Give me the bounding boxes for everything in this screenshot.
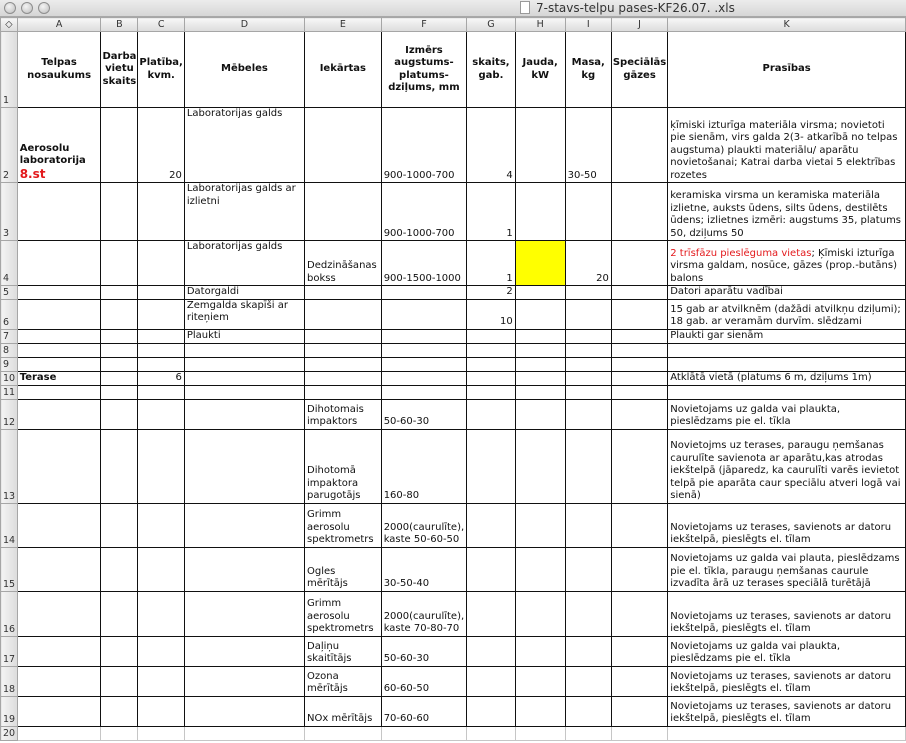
- cell-j2[interactable]: [611, 108, 667, 183]
- cell-h5[interactable]: [515, 286, 565, 300]
- column-header-i[interactable]: I: [565, 18, 611, 32]
- cell-e15[interactable]: Ogles mērītājs: [305, 547, 382, 591]
- cell-b9[interactable]: [101, 357, 138, 371]
- table-row: [1, 666, 906, 696]
- cell-b8[interactable]: [101, 343, 138, 357]
- cell-a14[interactable]: [17, 503, 101, 547]
- row-header[interactable]: 19: [1, 696, 18, 726]
- spreadsheet-grid[interactable]: [0, 17, 906, 741]
- cell-g12[interactable]: [467, 399, 516, 429]
- cell-f8[interactable]: [381, 343, 466, 357]
- zoom-window-button[interactable]: [38, 2, 50, 14]
- cell-a9[interactable]: [17, 357, 101, 371]
- cell-d20[interactable]: [184, 726, 304, 740]
- cell-k17[interactable]: Novietojams uz galda vai plaukta, pieslēdzams pie el. tīkla: [668, 636, 906, 666]
- table-row: [1, 591, 906, 636]
- cell-h15[interactable]: [515, 547, 565, 591]
- cell-g11[interactable]: [467, 385, 516, 399]
- cell-h2[interactable]: [515, 108, 565, 183]
- cell-h6[interactable]: [515, 299, 565, 329]
- cell-b2[interactable]: [101, 108, 138, 183]
- cell-c8[interactable]: [138, 343, 184, 357]
- cell-i18[interactable]: [565, 666, 611, 696]
- cell-c15[interactable]: [138, 547, 184, 591]
- cell-g14[interactable]: [467, 503, 516, 547]
- cell-c2[interactable]: 20: [138, 108, 184, 183]
- cell-k4[interactable]: [668, 241, 906, 286]
- power-requirement: 2 trīsfāzu pieslēguma vietas: [670, 247, 812, 259]
- cell-b5[interactable]: [101, 286, 138, 300]
- close-window-button[interactable]: [4, 2, 16, 14]
- cell-d3[interactable]: Laboratorijas galds ar izlietni: [184, 183, 304, 241]
- cell-b4[interactable]: [101, 241, 138, 286]
- cell-i19[interactable]: [565, 696, 611, 726]
- requirement-text: ; Ķīmiski izturīga virsma galdam, nosūce, gāzes (prop.-butāns) balons: [670, 247, 897, 284]
- cell-a11[interactable]: [17, 385, 101, 399]
- cell-d4[interactable]: Laboratorijas galds: [184, 241, 304, 286]
- row-header[interactable]: 17: [1, 636, 18, 666]
- cell-g1[interactable]: skaits, gab.: [467, 32, 516, 108]
- cell-j6[interactable]: [611, 299, 667, 329]
- cell-d19[interactable]: [184, 696, 304, 726]
- cell-e4[interactable]: Dedzināšanas bokss: [305, 241, 382, 286]
- row-header[interactable]: 4: [1, 241, 18, 286]
- cell-c16[interactable]: [138, 591, 184, 636]
- row-header[interactable]: 11: [1, 385, 18, 399]
- cell-a5[interactable]: [17, 286, 101, 300]
- cell-c3[interactable]: [138, 183, 184, 241]
- cell-a15[interactable]: [17, 547, 101, 591]
- cell-j20[interactable]: [611, 726, 667, 740]
- cell-a13[interactable]: [17, 429, 101, 503]
- cell-a10[interactable]: Terase: [17, 371, 101, 385]
- cell-d14[interactable]: [184, 503, 304, 547]
- cell-b12[interactable]: [101, 399, 138, 429]
- cell-k18[interactable]: Novietojams uz terases, savienots ar datoru iekštelpā, pieslēgts el. tīlam: [668, 666, 906, 696]
- cell-j4[interactable]: [611, 241, 667, 286]
- cell-c20[interactable]: [138, 726, 184, 740]
- cell-e8[interactable]: [305, 343, 382, 357]
- cell-j17[interactable]: [611, 636, 667, 666]
- title-bar: [0, 0, 906, 17]
- cell-c14[interactable]: [138, 503, 184, 547]
- cell-h18[interactable]: [515, 666, 565, 696]
- cell-d5[interactable]: Datorgaldi: [184, 286, 304, 300]
- cell-b3[interactable]: [101, 183, 138, 241]
- cell-k12[interactable]: Novietojams uz galda vai plaukta, pieslēdzams pie el. tīkla: [668, 399, 906, 429]
- cell-b7[interactable]: [101, 329, 138, 343]
- cell-h17[interactable]: [515, 636, 565, 666]
- cell-b18[interactable]: [101, 666, 138, 696]
- cell-a18[interactable]: [17, 666, 101, 696]
- cell-e19[interactable]: NOx mērītājs: [305, 696, 382, 726]
- cell-i16[interactable]: [565, 591, 611, 636]
- cell-e18[interactable]: Ozona mērītājs: [305, 666, 382, 696]
- table-row: [1, 299, 906, 329]
- cell-b15[interactable]: [101, 547, 138, 591]
- cell-c11[interactable]: [138, 385, 184, 399]
- row-header[interactable]: 13: [1, 429, 18, 503]
- cell-e11[interactable]: [305, 385, 382, 399]
- cell-j10[interactable]: [611, 371, 667, 385]
- cell-h10[interactable]: [515, 371, 565, 385]
- document-icon: [520, 1, 530, 14]
- cell-c13[interactable]: [138, 429, 184, 503]
- table-row: [1, 399, 906, 429]
- cell-b20[interactable]: [101, 726, 138, 740]
- cell-i1[interactable]: Masa, kg: [565, 32, 611, 108]
- cell-d2[interactable]: Laboratorijas galds: [184, 108, 304, 183]
- row-header[interactable]: 14: [1, 503, 18, 547]
- cell-f15[interactable]: 30-50-40: [381, 547, 466, 591]
- column-header-k[interactable]: K: [668, 18, 906, 32]
- cell-a19[interactable]: [17, 696, 101, 726]
- cell-j18[interactable]: [611, 666, 667, 696]
- table-row: [1, 183, 906, 241]
- cell-e1[interactable]: Iekārtas: [305, 32, 382, 108]
- cell-c4[interactable]: [138, 241, 184, 286]
- cell-d8[interactable]: [184, 343, 304, 357]
- cell-h1[interactable]: Jauda, kW: [515, 32, 565, 108]
- cell-b17[interactable]: [101, 636, 138, 666]
- cell-g17[interactable]: [467, 636, 516, 666]
- cell-a7[interactable]: [17, 329, 101, 343]
- cell-d7[interactable]: Plaukti: [184, 329, 304, 343]
- select-all-corner[interactable]: ◇: [1, 18, 18, 32]
- cell-k1[interactable]: Prasības: [668, 32, 906, 108]
- cell-f4[interactable]: 900-1500-1000: [381, 241, 466, 286]
- cell-a20[interactable]: [17, 726, 101, 740]
- table-row: [1, 503, 906, 547]
- cell-e7[interactable]: [305, 329, 382, 343]
- cell-i10[interactable]: [565, 371, 611, 385]
- cell-g16[interactable]: [467, 591, 516, 636]
- cell-g18[interactable]: [467, 666, 516, 696]
- cell-f5[interactable]: [381, 286, 466, 300]
- cell-b19[interactable]: [101, 696, 138, 726]
- cell-b11[interactable]: [101, 385, 138, 399]
- cell-f6[interactable]: [381, 299, 466, 329]
- cell-k3[interactable]: keramiska virsma un keramiska materiāla izlietne, auksts ūdens, silts ūdens, destilēts ūdens; izlietnes izmēri: augstums 35, platums 50, dziļums 50: [668, 183, 906, 241]
- cell-h16[interactable]: [515, 591, 565, 636]
- table-row: [1, 429, 906, 503]
- table-row: [1, 547, 906, 591]
- window-title: 7-stavs-telpu pases-KF26.07. .xls: [536, 1, 735, 15]
- column-header-c[interactable]: C: [138, 18, 184, 32]
- cell-d11[interactable]: [184, 385, 304, 399]
- cell-j19[interactable]: [611, 696, 667, 726]
- cell-c6[interactable]: [138, 299, 184, 329]
- row-header[interactable]: 3: [1, 183, 18, 241]
- row-header[interactable]: 8: [1, 343, 18, 357]
- cell-d6[interactable]: Zemgalda skapīši ar riteņiem: [184, 299, 304, 329]
- cell-k19[interactable]: Novietojams uz terases, savienots ar datoru iekštelpā, pieslēgts el. tīlam: [668, 696, 906, 726]
- cell-g9[interactable]: [467, 357, 516, 371]
- cell-d17[interactable]: [184, 636, 304, 666]
- cell-k20[interactable]: [668, 726, 906, 740]
- cell-g8[interactable]: [467, 343, 516, 357]
- row-header[interactable]: 15: [1, 547, 18, 591]
- cell-a16[interactable]: [17, 591, 101, 636]
- room-name: Aerosolu laboratorija: [19, 142, 86, 166]
- cell-e3[interactable]: [305, 183, 382, 241]
- table-row: [1, 241, 906, 286]
- cell-f18[interactable]: 60-60-50: [381, 666, 466, 696]
- cell-g7[interactable]: [467, 329, 516, 343]
- cell-d9[interactable]: [184, 357, 304, 371]
- cell-k2[interactable]: ķīmiski izturīga materiāla virsma; novietoti pie sienām, virs galda 2(3- atkarībā no telpas augstuma) plaukti materiālu/ aparātu novietošanai; Katrai darba vietai 5 elektrības rozetes: [668, 108, 906, 183]
- cell-h3[interactable]: [515, 183, 565, 241]
- cell-g6[interactable]: 10: [467, 299, 516, 329]
- cell-i4[interactable]: 20: [565, 241, 611, 286]
- cell-i5[interactable]: [565, 286, 611, 300]
- cell-j13[interactable]: [611, 429, 667, 503]
- cell-c12[interactable]: [138, 399, 184, 429]
- cell-g5[interactable]: 2: [467, 286, 516, 300]
- cell-b14[interactable]: [101, 503, 138, 547]
- cell-i11[interactable]: [565, 385, 611, 399]
- row-header[interactable]: 16: [1, 591, 18, 636]
- table-row: [1, 329, 906, 343]
- cell-d10[interactable]: [184, 371, 304, 385]
- column-header-f[interactable]: F: [381, 18, 466, 32]
- cell-k16[interactable]: Novietojams uz terases, savienots ar datoru iekštelpā, pieslēgts el. tīlam: [668, 591, 906, 636]
- cell-h8[interactable]: [515, 343, 565, 357]
- cell-a3[interactable]: [17, 183, 101, 241]
- cell-a4[interactable]: [17, 241, 101, 286]
- cell-e5[interactable]: [305, 286, 382, 300]
- row-header[interactable]: 5: [1, 286, 18, 300]
- cell-i13[interactable]: [565, 429, 611, 503]
- cell-k14[interactable]: Novietojams uz terases, savienots ar datoru iekštelpā, pieslēgts el. tīlam: [668, 503, 906, 547]
- cell-c1[interactable]: Platība, kvm.: [138, 32, 184, 108]
- cell-h13[interactable]: [515, 429, 565, 503]
- cell-g15[interactable]: [467, 547, 516, 591]
- cell-e2[interactable]: [305, 108, 382, 183]
- cell-h20[interactable]: [515, 726, 565, 740]
- cell-c9[interactable]: [138, 357, 184, 371]
- column-header-g[interactable]: G: [467, 18, 516, 32]
- cell-f2[interactable]: 900-1000-700: [381, 108, 466, 183]
- minimize-window-button[interactable]: [21, 2, 33, 14]
- cell-f10[interactable]: [381, 371, 466, 385]
- cell-i15[interactable]: [565, 547, 611, 591]
- cell-j9[interactable]: [611, 357, 667, 371]
- cell-i3[interactable]: [565, 183, 611, 241]
- cell-k11[interactable]: [668, 385, 906, 399]
- row-header[interactable]: 10: [1, 371, 18, 385]
- cell-k6[interactable]: 15 gab ar atvilknēm (dažādi atvilkņu dziļumi); 18 gab. ar veramām durvīm. slēdzami: [668, 299, 906, 329]
- cell-h4-highlighted[interactable]: [515, 241, 565, 286]
- cell-e6[interactable]: [305, 299, 382, 329]
- table-row: [1, 371, 906, 385]
- cell-h9[interactable]: [515, 357, 565, 371]
- row-header[interactable]: 7: [1, 329, 18, 343]
- cell-f14[interactable]: 2000(caurulīte), kaste 50-60-50: [381, 503, 466, 547]
- cell-a2[interactable]: [17, 108, 101, 183]
- cell-g13[interactable]: [467, 429, 516, 503]
- cell-e16[interactable]: Grimm aerosolu spektrometrs: [305, 591, 382, 636]
- cell-d18[interactable]: [184, 666, 304, 696]
- cell-i8[interactable]: [565, 343, 611, 357]
- cell-d15[interactable]: [184, 547, 304, 591]
- cell-g4[interactable]: 1: [467, 241, 516, 286]
- cell-e10[interactable]: [305, 371, 382, 385]
- cell-j7[interactable]: [611, 329, 667, 343]
- cell-j11[interactable]: [611, 385, 667, 399]
- cell-f9[interactable]: [381, 357, 466, 371]
- cell-k8[interactable]: [668, 343, 906, 357]
- cell-g2[interactable]: 4: [467, 108, 516, 183]
- row-header[interactable]: 9: [1, 357, 18, 371]
- cell-h7[interactable]: [515, 329, 565, 343]
- cell-c5[interactable]: [138, 286, 184, 300]
- cell-h19[interactable]: [515, 696, 565, 726]
- row-header[interactable]: 2: [1, 108, 18, 183]
- cell-e13[interactable]: Dihotomā impaktora parugotājs: [305, 429, 382, 503]
- column-header-e[interactable]: E: [305, 18, 382, 32]
- cell-a1[interactable]: Telpas nosaukums: [17, 32, 101, 108]
- cell-g20[interactable]: [467, 726, 516, 740]
- cell-c19[interactable]: [138, 696, 184, 726]
- cell-b10[interactable]: [101, 371, 138, 385]
- cell-e14[interactable]: Grimm aerosolu spektrometrs: [305, 503, 382, 547]
- cell-a12[interactable]: [17, 399, 101, 429]
- cell-f20[interactable]: [381, 726, 466, 740]
- cell-g19[interactable]: [467, 696, 516, 726]
- row-header[interactable]: 12: [1, 399, 18, 429]
- cell-a8[interactable]: [17, 343, 101, 357]
- cell-f7[interactable]: [381, 329, 466, 343]
- row-header[interactable]: 6: [1, 299, 18, 329]
- row-header[interactable]: 1: [1, 32, 18, 108]
- row-header[interactable]: 18: [1, 666, 18, 696]
- cell-f17[interactable]: 50-60-30: [381, 636, 466, 666]
- cell-c10[interactable]: 6: [138, 371, 184, 385]
- cell-b16[interactable]: [101, 591, 138, 636]
- cell-b6[interactable]: [101, 299, 138, 329]
- row-header[interactable]: 20: [1, 726, 18, 740]
- table-row: [1, 726, 906, 740]
- table-row: [1, 357, 906, 371]
- cell-k10[interactable]: Atklātā vietā (platums 6 m, dziļums 1m): [668, 371, 906, 385]
- cell-b1[interactable]: Darba vietu skaits: [101, 32, 138, 108]
- column-header-d[interactable]: D: [184, 18, 304, 32]
- cell-a17[interactable]: [17, 636, 101, 666]
- cell-j5[interactable]: [611, 286, 667, 300]
- cell-j16[interactable]: [611, 591, 667, 636]
- cell-f13[interactable]: 160-80: [381, 429, 466, 503]
- cell-j14[interactable]: [611, 503, 667, 547]
- cell-j3[interactable]: [611, 183, 667, 241]
- cell-k7[interactable]: Plaukti gar sienām: [668, 329, 906, 343]
- cell-j12[interactable]: [611, 399, 667, 429]
- cell-j15[interactable]: [611, 547, 667, 591]
- table-row: [1, 286, 906, 300]
- cell-i9[interactable]: [565, 357, 611, 371]
- cell-c18[interactable]: [138, 666, 184, 696]
- cell-g10[interactable]: [467, 371, 516, 385]
- table-row: [1, 108, 906, 183]
- floor-label: 8.st: [19, 166, 46, 181]
- cell-k13[interactable]: Novietojms uz terases, paraugu ņemšanas caurulīte savienota ar aparātu,kas atrodas iekštelpā (jāparedz, ka caurulīti varēs ievietot telpā pie aparāta caur speciālu atveri logā vai sienā): [668, 429, 906, 503]
- cell-a6[interactable]: [17, 299, 101, 329]
- cell-h11[interactable]: [515, 385, 565, 399]
- cell-k5[interactable]: Datori aparātu vadībai: [668, 286, 906, 300]
- cell-k9[interactable]: [668, 357, 906, 371]
- cell-k15[interactable]: Novietojams uz galda vai plauta, pieslēdzams pie el. tīkla, paraugu ņemšanas caurule izvadīta ārā uz terases speciālā turētājā: [668, 547, 906, 591]
- table-row: [1, 636, 906, 666]
- column-header-row: [1, 18, 906, 32]
- cell-c17[interactable]: [138, 636, 184, 666]
- table-row: [1, 385, 906, 399]
- cell-c7[interactable]: [138, 329, 184, 343]
- cell-d12[interactable]: [184, 399, 304, 429]
- cell-i7[interactable]: [565, 329, 611, 343]
- cell-f11[interactable]: [381, 385, 466, 399]
- cell-h14[interactable]: [515, 503, 565, 547]
- column-header-b[interactable]: B: [101, 18, 138, 32]
- cell-g3[interactable]: 1: [467, 183, 516, 241]
- table-row: [1, 696, 906, 726]
- column-header-j[interactable]: J: [611, 18, 667, 32]
- cell-i17[interactable]: [565, 636, 611, 666]
- cell-e20[interactable]: [305, 726, 382, 740]
- column-header-a[interactable]: A: [17, 18, 101, 32]
- cell-j1[interactable]: Speciālās gāzes: [611, 32, 667, 108]
- cell-f1[interactable]: Izmērs augstums-platums-dziļums, mm: [381, 32, 466, 108]
- cell-e17[interactable]: Daļiņu skaitītājs: [305, 636, 382, 666]
- cell-i12[interactable]: [565, 399, 611, 429]
- cell-f16[interactable]: 2000(caurulīte), kaste 70-80-70: [381, 591, 466, 636]
- cell-d13[interactable]: [184, 429, 304, 503]
- cell-b13[interactable]: [101, 429, 138, 503]
- cell-f12[interactable]: 50-60-30: [381, 399, 466, 429]
- cell-e9[interactable]: [305, 357, 382, 371]
- table-row: [1, 343, 906, 357]
- cell-i6[interactable]: [565, 299, 611, 329]
- cell-h12[interactable]: [515, 399, 565, 429]
- cell-d1[interactable]: Mēbeles: [184, 32, 304, 108]
- cell-d16[interactable]: [184, 591, 304, 636]
- cell-i14[interactable]: [565, 503, 611, 547]
- table-row: [1, 32, 906, 108]
- cell-e12[interactable]: Dihotomais impaktors: [305, 399, 382, 429]
- cell-i2[interactable]: 30-50: [565, 108, 611, 183]
- cell-i20[interactable]: [565, 726, 611, 740]
- column-header-h[interactable]: H: [515, 18, 565, 32]
- cell-f19[interactable]: 70-60-60: [381, 696, 466, 726]
- cell-f3[interactable]: 900-1000-700: [381, 183, 466, 241]
- cell-j8[interactable]: [611, 343, 667, 357]
